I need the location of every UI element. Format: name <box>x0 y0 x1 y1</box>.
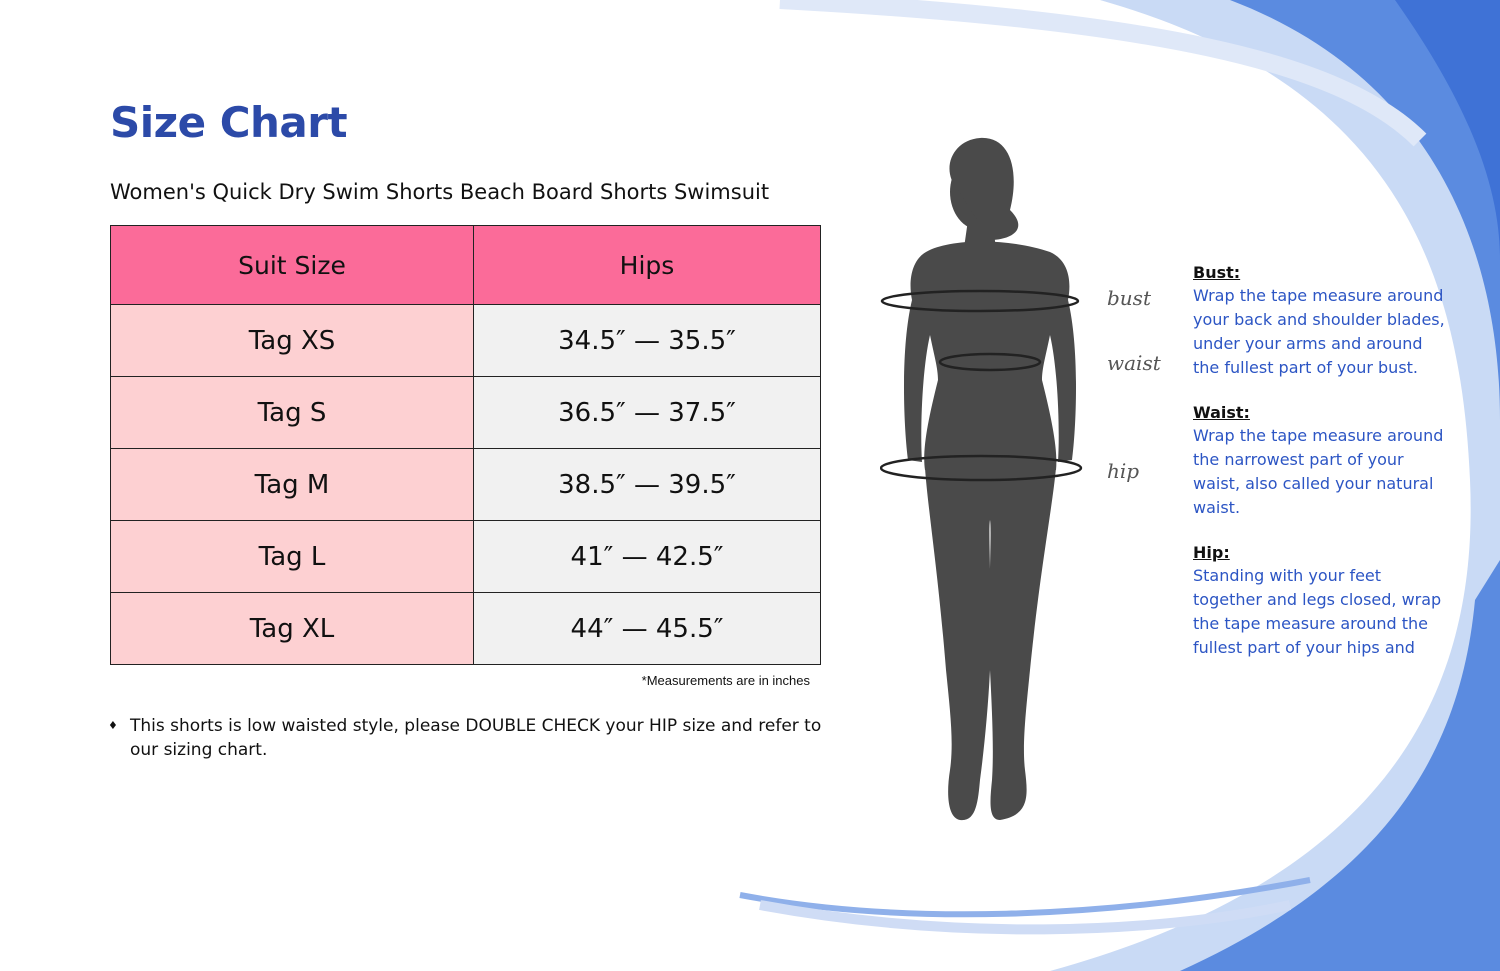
column-header-suit-size: Suit Size <box>111 226 474 305</box>
measurement-footnote: *Measurements are in inches <box>641 673 810 688</box>
size-cell: Tag S <box>111 377 474 449</box>
bust-instruction <box>1193 262 1453 380</box>
diamond-bullet-icon: ♦ <box>108 719 118 732</box>
table-row <box>111 521 821 593</box>
waist-instruction-text: Wrap the tape measure around the narrowest part of your waist, also called your natural waist. <box>1193 426 1444 517</box>
table-row <box>111 449 821 521</box>
column-header-hips: Hips <box>474 226 821 305</box>
size-cell: Tag XL <box>111 593 474 665</box>
bust-instruction-text: Wrap the tape measure around your back and shoulder blades, under your arms and around the fullest part of your bust. <box>1193 286 1445 377</box>
hip-label: hip <box>1107 459 1140 483</box>
table-header-row <box>111 226 821 305</box>
hips-cell: 34.5″ — 35.5″ <box>474 305 821 377</box>
size-table <box>110 225 821 665</box>
size-cell: Tag M <box>111 449 474 521</box>
hips-cell: 38.5″ — 39.5″ <box>474 449 821 521</box>
sizing-note-text: This shorts is low waisted style, please DOUBLE CHECK your HIP size and refer to our sizing chart. <box>130 716 822 760</box>
body-silhouette-figure <box>880 130 1100 830</box>
hips-cell: 44″ — 45.5″ <box>474 593 821 665</box>
table-row <box>111 305 821 377</box>
waist-instruction-heading: Waist: <box>1193 403 1250 422</box>
size-cell: Tag L <box>111 521 474 593</box>
size-cell: Tag XS <box>111 305 474 377</box>
hip-instruction-text: Standing with your feet together and legs closed, wrap the tape measure around the fullest part of your hips and <box>1193 566 1442 657</box>
bust-instruction-heading: Bust: <box>1193 263 1241 282</box>
measurement-instructions <box>1193 262 1453 682</box>
table-row <box>111 593 821 665</box>
hip-instruction <box>1193 542 1453 660</box>
product-subtitle: Women's Quick Dry Swim Shorts Beach Board Shorts Swimsuit <box>110 180 770 204</box>
hip-instruction-heading: Hip: <box>1193 543 1230 562</box>
table-row <box>111 377 821 449</box>
waist-label: waist <box>1107 351 1161 375</box>
sizing-note <box>108 714 828 762</box>
bust-label: bust <box>1107 286 1151 310</box>
page-title: Size Chart <box>110 98 348 147</box>
waist-instruction <box>1193 402 1453 520</box>
hips-cell: 36.5″ — 37.5″ <box>474 377 821 449</box>
hips-cell: 41″ — 42.5″ <box>474 521 821 593</box>
